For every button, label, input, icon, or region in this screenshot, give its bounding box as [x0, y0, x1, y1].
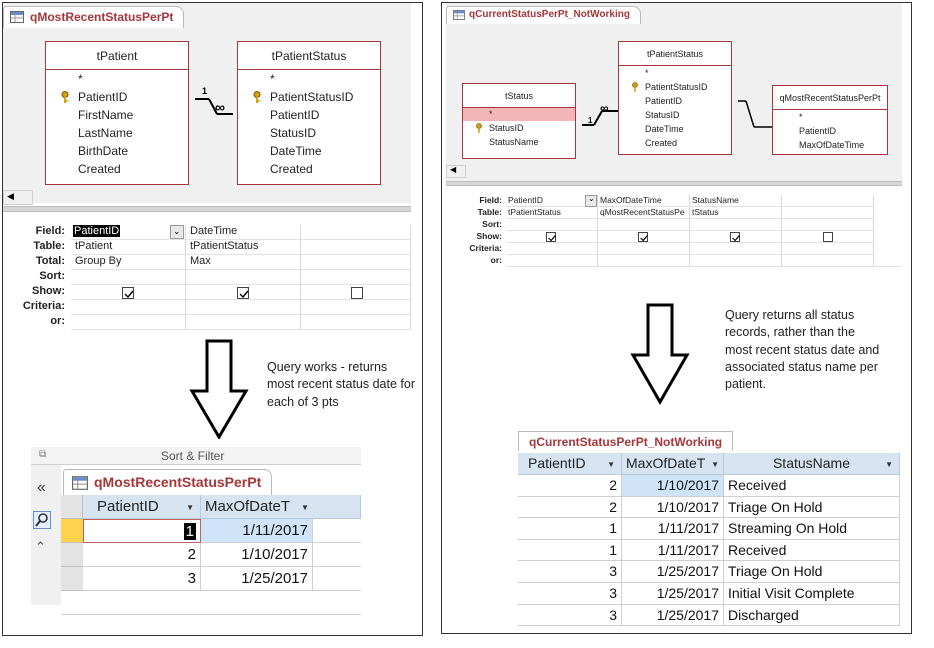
grid-or-cell[interactable]: [71, 315, 186, 330]
dialog-launcher-icon[interactable]: ⧉: [39, 449, 47, 460]
grid-criteria-cell[interactable]: [301, 300, 411, 315]
table-row-cell[interactable]: 3: [518, 561, 622, 583]
grid-sort-cell[interactable]: [690, 219, 782, 231]
table-row-cell[interactable]: 1/11/2017: [622, 540, 724, 562]
grid-criteria-cell[interactable]: [506, 243, 598, 255]
field-dropdown-button[interactable]: [170, 225, 184, 239]
grid-field-cell[interactable]: DateTime: [186, 225, 301, 240]
field-item[interactable]: StatusID: [270, 126, 317, 140]
sort-dropdown-icon[interactable]: ▼: [186, 503, 194, 512]
left-result-tab[interactable]: [63, 469, 272, 495]
grid-table-cell[interactable]: tStatus: [690, 207, 782, 219]
search-icon[interactable]: [33, 511, 51, 529]
table-row-cell[interactable]: Triage On Hold: [724, 561, 900, 583]
pane-splitter[interactable]: [3, 206, 411, 212]
grid-or-cell[interactable]: [782, 255, 874, 267]
grid-total-cell[interactable]: [301, 255, 411, 270]
grid-or-cell[interactable]: [301, 315, 411, 330]
table-title: tStatus: [463, 84, 575, 108]
chevron-down-icon: ⌄: [173, 226, 181, 236]
field-item[interactable]: DateTime: [270, 144, 322, 158]
table-row-cell[interactable]: 1/10/2017: [622, 497, 724, 519]
table-row-cell[interactable]: 2: [83, 543, 201, 567]
grid-sort-cell[interactable]: [506, 219, 598, 231]
select-all-corner[interactable]: [61, 495, 83, 519]
collapse-pane-icon[interactable]: «: [37, 479, 46, 496]
grid-row-label: or:: [50, 315, 65, 327]
right-design-grid: [446, 191, 902, 275]
grid-table-cell[interactable]: tPatientStatus: [506, 207, 598, 219]
relation-one-label: 1: [202, 86, 208, 96]
left-query-tab[interactable]: [3, 6, 184, 28]
query-icon: [453, 10, 465, 20]
table-tpatientstatus[interactable]: [618, 41, 732, 155]
table-row-cell[interactable]: 1/10/2017: [201, 543, 313, 567]
sort-dropdown-icon[interactable]: ▼: [607, 460, 615, 469]
right-panel: [441, 2, 912, 634]
left-ribbon-strip: [31, 447, 361, 465]
column-header[interactable]: PatientID ▼: [518, 453, 622, 475]
grid-sort-cell[interactable]: [71, 270, 186, 285]
check-icon: [547, 233, 557, 243]
down-arrow-icon: [189, 339, 249, 439]
table-title: qMostRecentStatusPerPt: [773, 86, 887, 110]
grid-sort-cell[interactable]: [186, 270, 301, 285]
grid-row-label: or:: [490, 255, 502, 265]
show-checkbox[interactable]: [546, 232, 556, 242]
column-header[interactable]: PatientID ▼: [83, 495, 201, 519]
table-row-cell[interactable]: 3: [518, 583, 622, 605]
grid-table-cell[interactable]: qMostRecentStatusPe: [598, 207, 690, 219]
grid-field-cell[interactable]: StatusName: [690, 195, 782, 207]
grid-row-label: Field:: [35, 225, 65, 237]
grid-row-label: Sort:: [39, 270, 65, 282]
field-item[interactable]: PatientID: [46, 88, 188, 106]
right-query-tab-label: qCurrentStatusPerPt_NotWorking: [469, 9, 630, 20]
grid-field-cell[interactable]: [874, 195, 902, 267]
show-checkbox[interactable]: [823, 232, 833, 242]
field-item[interactable]: PatientID: [799, 126, 837, 136]
relation-many-label: ∞: [600, 101, 609, 115]
field-item[interactable]: PatientID: [270, 108, 320, 122]
field-item[interactable]: StatusID: [463, 121, 575, 135]
table-tpatientstatus[interactable]: [237, 41, 381, 185]
relationship-line: [189, 85, 239, 125]
field-item[interactable]: *: [78, 72, 83, 86]
column-header[interactable]: MaxOfDateT ▼: [622, 453, 724, 475]
show-checkbox[interactable]: [638, 232, 648, 242]
check-icon: [639, 233, 649, 243]
table-row-cell[interactable]: 1: [518, 540, 622, 562]
table-row-cell[interactable]: Triage On Hold: [724, 497, 900, 519]
key-icon: [475, 123, 483, 133]
column-header[interactable]: MaxOfDateT ▼: [201, 495, 361, 519]
table-row-cell[interactable]: 1: [518, 518, 622, 540]
grid-or-cell[interactable]: [186, 315, 301, 330]
nav-pane-strip: [31, 465, 61, 605]
table-row-cell[interactable]: 1/11/2017: [201, 519, 313, 543]
grid-field-cell[interactable]: [782, 195, 874, 207]
field-item[interactable]: Created: [645, 138, 678, 148]
table-row-cell[interactable]: 1/25/2017: [622, 583, 724, 605]
left-query-designer: [3, 3, 411, 203]
record-selector[interactable]: [61, 567, 83, 591]
grid-row-label: Show:: [32, 285, 65, 297]
field-item[interactable]: *: [270, 72, 275, 86]
table-row-cell[interactable]: Streaming On Hold: [724, 518, 900, 540]
table-row-cell[interactable]: 2: [518, 475, 622, 497]
field-item[interactable]: *: [645, 68, 649, 78]
grid-row-label: Show:: [476, 231, 502, 241]
table-row-cell: [313, 543, 361, 567]
field-item[interactable]: MaxOfDateTime: [799, 140, 865, 150]
ribbon-group-label: Sort & Filter: [161, 449, 225, 463]
field-item[interactable]: Created: [78, 162, 121, 176]
down-arrow-icon: [630, 303, 690, 405]
show-checkbox[interactable]: [237, 287, 249, 299]
table-row-cell: [313, 567, 361, 591]
horizontal-scrollbar[interactable]: [3, 190, 33, 205]
grid-criteria-cell[interactable]: [598, 243, 690, 255]
table-row-cell[interactable]: 3: [83, 567, 201, 591]
key-icon: [252, 91, 262, 103]
grid-table-cell[interactable]: tPatient: [71, 240, 186, 255]
grid-row-label: Total:: [35, 255, 65, 267]
selected-field-text: PatientID: [74, 225, 120, 237]
table-row-cell[interactable]: 1/10/2017: [622, 475, 724, 497]
grid-or-cell[interactable]: [598, 255, 690, 267]
field-item[interactable]: *: [799, 112, 803, 122]
check-icon: [123, 288, 135, 300]
expand-icon[interactable]: ⌃: [35, 539, 46, 554]
table-row-cell: [313, 519, 361, 543]
grid-row-label: Table:: [477, 207, 502, 217]
field-item[interactable]: PatientStatusID: [238, 88, 380, 106]
query-icon: [10, 11, 24, 23]
field-item[interactable]: PatientStatusID: [619, 80, 731, 94]
field-item[interactable]: Created: [270, 162, 313, 176]
record-selector[interactable]: [61, 543, 83, 567]
table-row-cell[interactable]: Received: [724, 475, 900, 497]
field-item[interactable]: FirstName: [78, 108, 134, 122]
sort-dropdown-icon[interactable]: ▼: [711, 460, 719, 469]
grid-criteria-cell[interactable]: [71, 300, 186, 315]
table-row-cell[interactable]: 1/25/2017: [622, 561, 724, 583]
left-query-tab-label: qMostRecentStatusPerPt: [30, 10, 174, 24]
right-query-tab[interactable]: [446, 6, 641, 24]
left-datasheet: [61, 495, 361, 619]
show-checkbox[interactable]: [122, 287, 134, 299]
field-item[interactable]: StatusID: [645, 110, 680, 120]
table-qmostrecentstatusperpt[interactable]: [772, 85, 888, 155]
table-row-cell[interactable]: 1: [83, 519, 201, 543]
table-row-cell[interactable]: Initial Visit Complete: [724, 583, 900, 605]
result-tab-label: qMostRecentStatusPerPt: [94, 474, 262, 490]
right-result-tab[interactable]: [518, 431, 733, 451]
record-selector[interactable]: [61, 519, 83, 543]
horizontal-scrollbar[interactable]: [446, 165, 466, 178]
table-row-cell[interactable]: Discharged: [724, 605, 900, 627]
chevron-down-icon: ⌄: [588, 194, 595, 203]
table-row-cell[interactable]: 1/25/2017: [201, 567, 313, 591]
grid-field-cell[interactable]: MaxOfDateTime: [598, 195, 690, 207]
table-row-cell[interactable]: 3: [518, 605, 622, 627]
scroll-left-icon[interactable]: ◀: [7, 191, 14, 201]
grid-sort-cell[interactable]: [782, 219, 874, 231]
left-design-grid: [3, 217, 411, 335]
table-tstatus[interactable]: [462, 83, 576, 159]
grid-field-cell[interactable]: [71, 225, 186, 240]
table-title: tPatientStatus: [619, 42, 731, 66]
scroll-left-icon[interactable]: ◀: [450, 165, 457, 174]
check-icon: [731, 233, 741, 243]
grid-table-cell[interactable]: [782, 207, 874, 219]
right-datasheet: [518, 453, 902, 629]
sort-dropdown-icon[interactable]: ▼: [301, 503, 309, 512]
grid-table-cell[interactable]: tPatientStatus: [186, 240, 301, 255]
table-tpatient[interactable]: [45, 41, 189, 185]
field-item[interactable]: LastName: [78, 126, 133, 140]
grid-field-cell[interactable]: [301, 225, 411, 240]
result-tab-label: qCurrentStatusPerPt_NotWorking: [529, 435, 723, 449]
query-icon: [72, 476, 88, 490]
key-icon: [631, 82, 639, 92]
relation-many-label: ∞: [215, 99, 225, 115]
grid-sort-cell[interactable]: [598, 219, 690, 231]
field-item[interactable]: BirthDate: [78, 144, 129, 158]
field-item[interactable]: PatientID: [645, 96, 683, 106]
table-row-cell[interactable]: 1/25/2017: [622, 605, 724, 627]
grid-sort-cell[interactable]: [301, 270, 411, 285]
right-annotation: Query returns all status records, rather than the most recent status date and associated status name per patient.: [725, 308, 880, 391]
grid-row-label: Field:: [479, 195, 502, 205]
show-checkbox[interactable]: [730, 232, 740, 242]
sort-dropdown-icon[interactable]: ▼: [885, 460, 893, 469]
right-query-designer: [446, 3, 902, 181]
new-record-row[interactable]: [61, 591, 361, 615]
grid-criteria-cell[interactable]: [782, 243, 874, 255]
field-item[interactable]: DateTime: [645, 124, 684, 134]
grid-row-label: Table:: [33, 240, 65, 252]
grid-row-label: Sort:: [482, 219, 502, 229]
left-annotation: Query works - returns most recent status date for each of 3 pts: [267, 360, 415, 409]
field-item[interactable]: StatusName: [489, 137, 539, 147]
column-header[interactable]: StatusName ▼: [724, 453, 900, 475]
check-icon: [238, 288, 250, 300]
grid-field-cell[interactable]: PatientID: [506, 195, 598, 207]
grid-row-label: Criteria:: [469, 243, 502, 253]
field-dropdown-button[interactable]: [585, 195, 597, 207]
grid-or-cell[interactable]: [690, 255, 782, 267]
show-checkbox[interactable]: [351, 287, 363, 299]
grid-total-cell[interactable]: Group By: [71, 255, 186, 270]
table-row-cell[interactable]: Received: [724, 540, 900, 562]
grid-or-cell[interactable]: [506, 255, 598, 267]
table-title: tPatientStatus: [238, 42, 380, 70]
field-item[interactable]: *: [463, 108, 575, 121]
table-row-cell[interactable]: 1/11/2017: [622, 518, 724, 540]
table-row-cell[interactable]: 2: [518, 497, 622, 519]
grid-table-cell[interactable]: [301, 240, 411, 255]
pane-splitter[interactable]: [446, 181, 902, 186]
grid-row-label: Criteria:: [22, 300, 65, 312]
left-panel: [2, 2, 423, 636]
table-title: tPatient: [46, 42, 188, 70]
key-icon: [60, 91, 70, 103]
grid-criteria-cell[interactable]: [186, 300, 301, 315]
relation-one-label: 1: [588, 116, 593, 125]
grid-criteria-cell[interactable]: [690, 243, 782, 255]
grid-total-cell[interactable]: Max: [186, 255, 301, 270]
